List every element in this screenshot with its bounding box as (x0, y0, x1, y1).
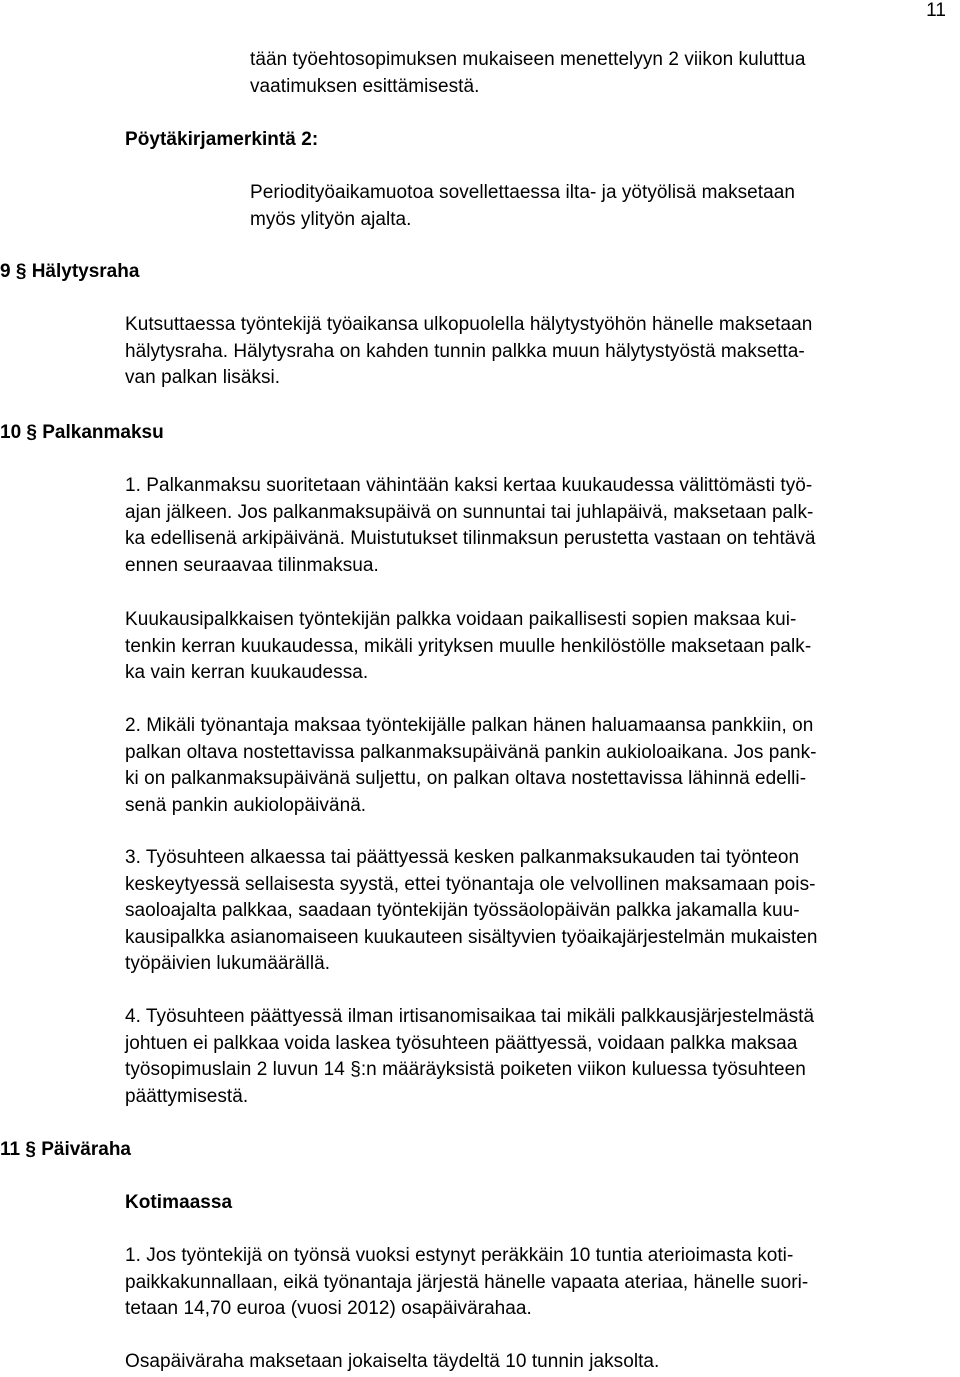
text-line: Kutsuttaessa työntekijä työaikansa ulkopuolella hälytystyöhön hänelle maksetaan (125, 314, 813, 335)
section-10-paragraph-2 (125, 607, 811, 687)
text-line: tetaan 14,70 euroa (vuosi 2012) osapäivärahaa. (125, 1298, 532, 1319)
text-line: tään työehtosopimuksen mukaiseen menettelyyn 2 viikon kuluttua (250, 49, 806, 70)
text-line: ka edellisenä arkipäivänä. Muistutukset tilinmaksun perustetta vastaan on tehtävä (125, 528, 816, 549)
text-line: hälytysraha. Hälytysraha on kahden tunnin palkka muun hälytystyöstä maksetta- (125, 340, 805, 362)
text-line: työpäivien lukumäärällä. (125, 953, 331, 974)
section-10-paragraph-1 (125, 473, 816, 579)
text-line: saoloajalta palkkaa, saadaan työntekijän työssäolopäivän palkka jakamalla kuu- (125, 900, 800, 921)
section-11-paragraph-2: Osapäiväraha maksetaan jokaiselta täydeltä 10 tunnin jaksolta. (125, 1351, 660, 1372)
text-line: tenkin kerran kuukaudessa, mikäli yrityksen muulle henkilöstölle maksetaan palk- (125, 635, 812, 657)
text-line: ennen seuraavaa tilinmaksua. (125, 554, 379, 576)
subheading-kotimaassa: Kotimaassa (125, 1192, 233, 1213)
note-paragraph (250, 180, 795, 233)
section-heading-11: 11 § Päiväraha (0, 1139, 131, 1160)
text-line: Periodityöaikamuotoa sovellettaessa ilta- ja yötyölisä maksetaan (250, 182, 795, 203)
section-10-paragraph-5 (125, 1004, 814, 1110)
page-number: 11 (926, 0, 946, 21)
text-line: paikkakunnallaan, eikä työnantaja järjestä hänelle vapaata ateriaa, hänelle suori- (125, 1271, 809, 1293)
text-line: senä pankin aukiolopäivänä. (125, 794, 367, 816)
text-line: työsopimuslain 2 luvun 14 §:n määräyksistä poiketen viikon kuluessa työsuhteen (125, 1059, 806, 1080)
text-line: keskeytyessä sellaisesta syystä, ettei työnantaja ole velvollinen maksamaan pois- (125, 873, 816, 895)
text-line: ajan jälkeen. Jos palkanmaksupäivä on sunnuntai tai juhlapäivä, maksetaan palk- (125, 501, 814, 523)
text-line: 1. Jos työntekijä on työnsä vuoksi estynyt peräkkäin 10 tuntia aterioimasta koti- (125, 1245, 794, 1266)
text-line: 3. Työsuhteen alkaessa tai päättyessä kesken palkanmaksukauden tai työnteon (125, 847, 800, 868)
text-line: myös ylityön ajalta. (250, 208, 412, 230)
section-11-paragraph-1 (125, 1243, 808, 1323)
text-line: 4. Työsuhteen päättyessä ilman irtisanomisaikaa tai mikäli palkkausjärjestelmästä (125, 1006, 815, 1027)
text-line: 1. Palkanmaksu suoritetaan vähintään kaksi kertaa kuukaudessa välittömästi työ- (125, 475, 813, 496)
text-line: palkan oltava nostettavissa palkanmaksupäivänä pankin aukioloaikana. Jos pank- (125, 741, 817, 763)
text-line: 2. Mikäli työnantaja maksaa työntekijälle palkan hänen haluamaansa pankkiin, on (125, 715, 814, 736)
top-paragraph (250, 47, 805, 100)
section-10-paragraph-4 (125, 845, 818, 978)
section-10-paragraph-3 (125, 713, 817, 819)
text-line: vaatimuksen esittämisestä. (250, 75, 480, 97)
text-line: ki on palkanmaksupäivänä suljettu, on palkan oltava nostettavissa lähinnä edelli- (125, 768, 807, 789)
text-line: van palkan lisäksi. (125, 367, 281, 388)
note-heading: Pöytäkirjamerkintä 2: (125, 129, 319, 150)
text-line: ka vain kerran kuukaudessa. (125, 662, 369, 683)
section-heading-9: 9 § Hälytysraha (0, 261, 140, 282)
text-line: Kuukausipalkkaisen työntekijän palkka voidaan paikallisesti sopien maksaa kui- (125, 609, 797, 630)
text-line: johtuen ei palkkaa voida laskea työsuhteen päättyessä, voidaan palkka maksaa (125, 1032, 798, 1054)
text-line: päättymisestä. (125, 1085, 249, 1107)
section-9-paragraph (125, 312, 812, 392)
section-heading-10: 10 § Palkanmaksu (0, 422, 164, 443)
text-line: kausipalkka asianomaiseen kuukauteen sisältyvien työaikajärjestelmän mukaisten (125, 926, 818, 948)
